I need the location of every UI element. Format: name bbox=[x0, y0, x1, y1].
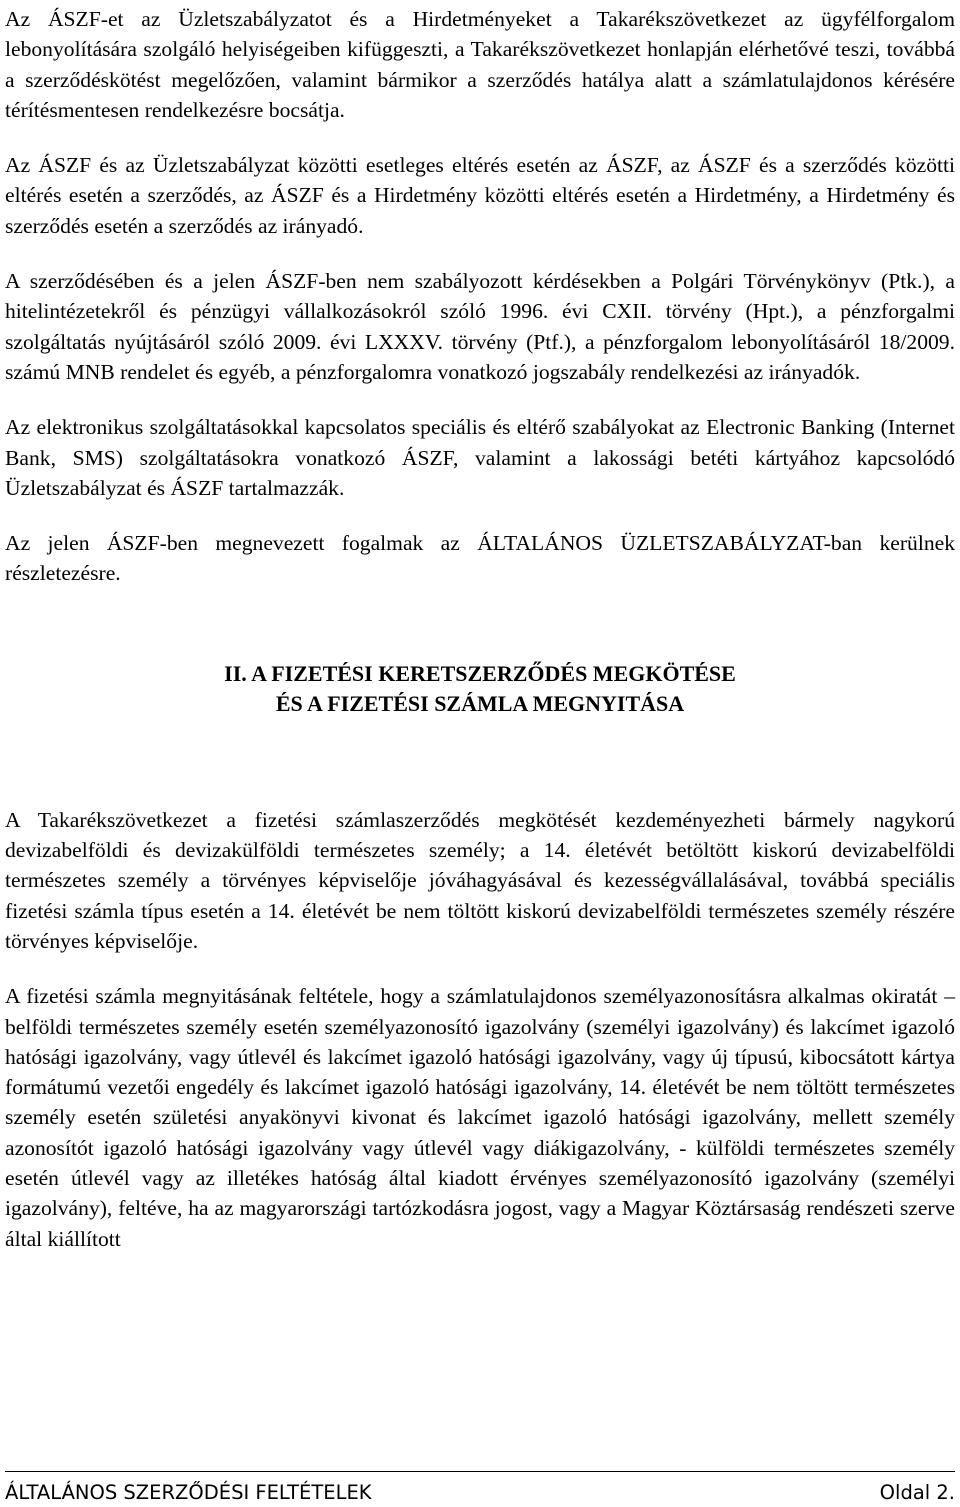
page-footer bbox=[5, 1479, 955, 1507]
paragraph-precedence: Az ÁSZF és az Üzletszabályzat közötti esetleges eltérés esetén az ÁSZF, az ÁSZF és a szerződés közötti eltérés esetén a szerződés, az ÁSZF és a Hirdetmény közötti eltérés esetén a Hirdetmény, a Hirdetmény és szerződés esetén a szerződés az irányadó. bbox=[5, 153, 955, 238]
paragraph-definitions: Az jelen ÁSZF-ben megnevezett fogalmak az ÁLTALÁNOS ÜZLETSZABÁLYZAT-ban kerülnek részletezésre. bbox=[5, 531, 955, 586]
paragraph-posting: Az ÁSZF-et az Üzletszabályzatot és a Hirdetményeket a Takarékszövetkezet az ügyfélforgalom lebonyolítására szolgáló helyiségeiben kifüggeszti, a Takarékszövetkezet honlapján elérhetővé teszi, továbbá a szerződéskötést megelőzően, valamint bármikor a szerződés hatálya alatt a számlatulajdonos kérésére térítésmentesen rendelkezésre bocsátja. bbox=[5, 7, 955, 122]
footer-page-number: Oldal 2. bbox=[879, 1481, 955, 1504]
section-heading-line-2: ÉS A FIZETÉSI SZÁMLA MEGNYITÁSA bbox=[275, 690, 685, 716]
paragraph-eligibility: A Takarékszövetkezet a fizetési számlaszerződés megkötését kezdeményezheti bármely nagykorú devizabelföldi és devizakülföldi természetes személy; a 14. életévét betöltött kiskorú devizabelföldi természetes személy a törvényes képviselője jóváhagyásával és kezességvállalásával, továbbá speciális fizetési számla típus esetén a 14. életévét be nem töltött kiskorú devizabelföldi természetes személy részére törvényes képviselője. bbox=[5, 807, 955, 953]
paragraph-electronic-services: Az elektronikus szolgáltatásokkal kapcsolatos speciális és eltérő szabályokat az Electronic Banking (Internet Bank, SMS) szolgáltatásokra vonatkozó ÁSZF, valamint a lakossági betéti kártyához kapcsolódó Üzletszabályzat és ÁSZF tartalmazzák. bbox=[5, 415, 955, 500]
footer-divider bbox=[5, 1471, 955, 1472]
paragraph-governing-law: A szerződésében és a jelen ÁSZF-ben nem szabályozott kérdésekben a Polgári Törvénykönyv (Ptk.), a hitelintézetekről és pénzügyi vállalkozásokról szóló 1996. évi CXII. törvény (Hpt.), a pénzforgalmi szolgáltatás nyújtásáról szóló 2009. évi LXXXV. törvény (Ptf.), a pénzforgalom lebonyolításáról 18/2009. számú MNB rendelet és egyéb, a pénzforgalomra vonatkozó jogszabály rendelkezési az irányadók. bbox=[5, 269, 955, 384]
paragraph-identification: A fizetési számla megnyitásának feltétele, hogy a számlatulajdonos személyazonosításra alkalmas okiratát – belföldi természetes személy esetén személyazonosító igazolvány (személyi igazolvány) és lakcímet igazoló hatósági igazolvány, vagy útlevél és lakcímet igazoló hatósági igazolvány, vagy új típusú, kibocsátott kártya formátumú vezetői engedély és lakcímet igazoló hatósági igazolvány, 14. életévét be nem töltött természetes személy esetén születési anyakönyvi kivonat és lakcímet igazoló hatósági igazolvány, mellett személy azonosítót igazoló hatósági igazolvány vagy útlevél vagy diákigazolvány, - külföldi természetes személy esetén útlevél vagy az illetékes hatóság által kiadott érvényes személyazonosító igazolvány (személyi igazolvány), feltéve, ha az magyarországi tartózkodásra jogost, vagy a Magyar Köztársaság rendészeti szerve által kiállított bbox=[5, 984, 955, 1251]
section-heading bbox=[5, 659, 955, 719]
document-page bbox=[5, 0, 955, 1254]
footer-title: ÁLTALÁNOS SZERZŐDÉSI FELTÉTELEK bbox=[5, 1481, 372, 1504]
section-heading-line-1: II. A FIZETÉSI KERETSZERZŐDÉS MEGKÖTÉSE bbox=[224, 660, 736, 686]
